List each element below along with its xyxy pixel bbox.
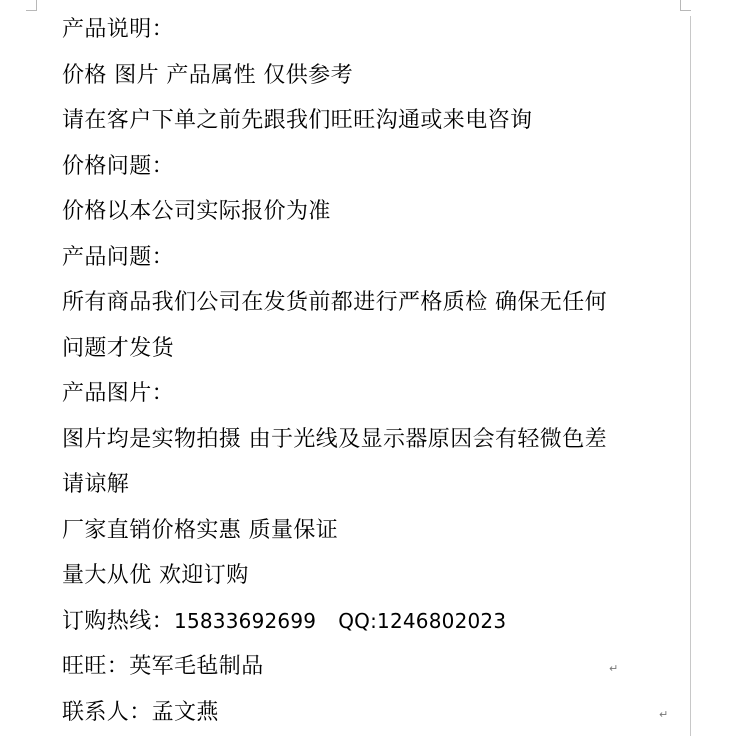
qq-label: QQ: [338,608,378,633]
wangwang-line [62,644,672,690]
product-image-heading: 产品图片： [62,381,175,406]
contact-before-order-line: 请在客户下单之前先跟我们旺旺沟通或来电咨询 [62,108,533,133]
document-text-block [62,7,672,735]
page-right-guide [690,16,691,736]
quality-inspection-line: 所有商品我们公司在发货前都进行严格质检 确保无任何 [62,290,607,315]
hotline-line [62,599,672,645]
factory-direct-line: 厂家直销价格实惠 质量保证 [62,517,339,543]
wangwang-name: 英军毛毡制品 [129,654,264,679]
paragraph-return-mark-1: ↵ [609,662,619,675]
contact-name: 孟文燕 [151,699,219,725]
qq-number: 1246802023 [377,608,507,633]
product-question-heading: 产品问题： [62,244,175,270]
page-corner-mark-right [680,0,691,11]
image-color-note-line: 图片均是实物拍摄 由于光线及显示器原因会有轻微色差 [62,426,607,452]
understanding-line: 请谅解 [62,472,130,497]
reference-note-line: 价格 图片 产品属性 仅供参考 [62,62,353,88]
wangwang-label: 旺旺： [62,654,130,679]
contact-label: 联系人： [62,699,152,725]
contact-person-line [62,690,672,736]
price-policy-line: 价格以本公司实际报价为准 [62,199,331,224]
hotline-label: 订购热线： [62,608,175,634]
shipping-condition-line: 问题才发货 [62,335,175,361]
price-question-heading: 价格问题： [62,153,175,179]
bulk-order-line: 量大从优 欢迎订购 [62,563,249,588]
phone-number: 15833692699 [174,608,317,633]
product-description-heading: 产品说明： [62,17,175,42]
paragraph-return-mark-2: ↵ [659,708,669,721]
page-corner-mark-left [26,0,37,11]
